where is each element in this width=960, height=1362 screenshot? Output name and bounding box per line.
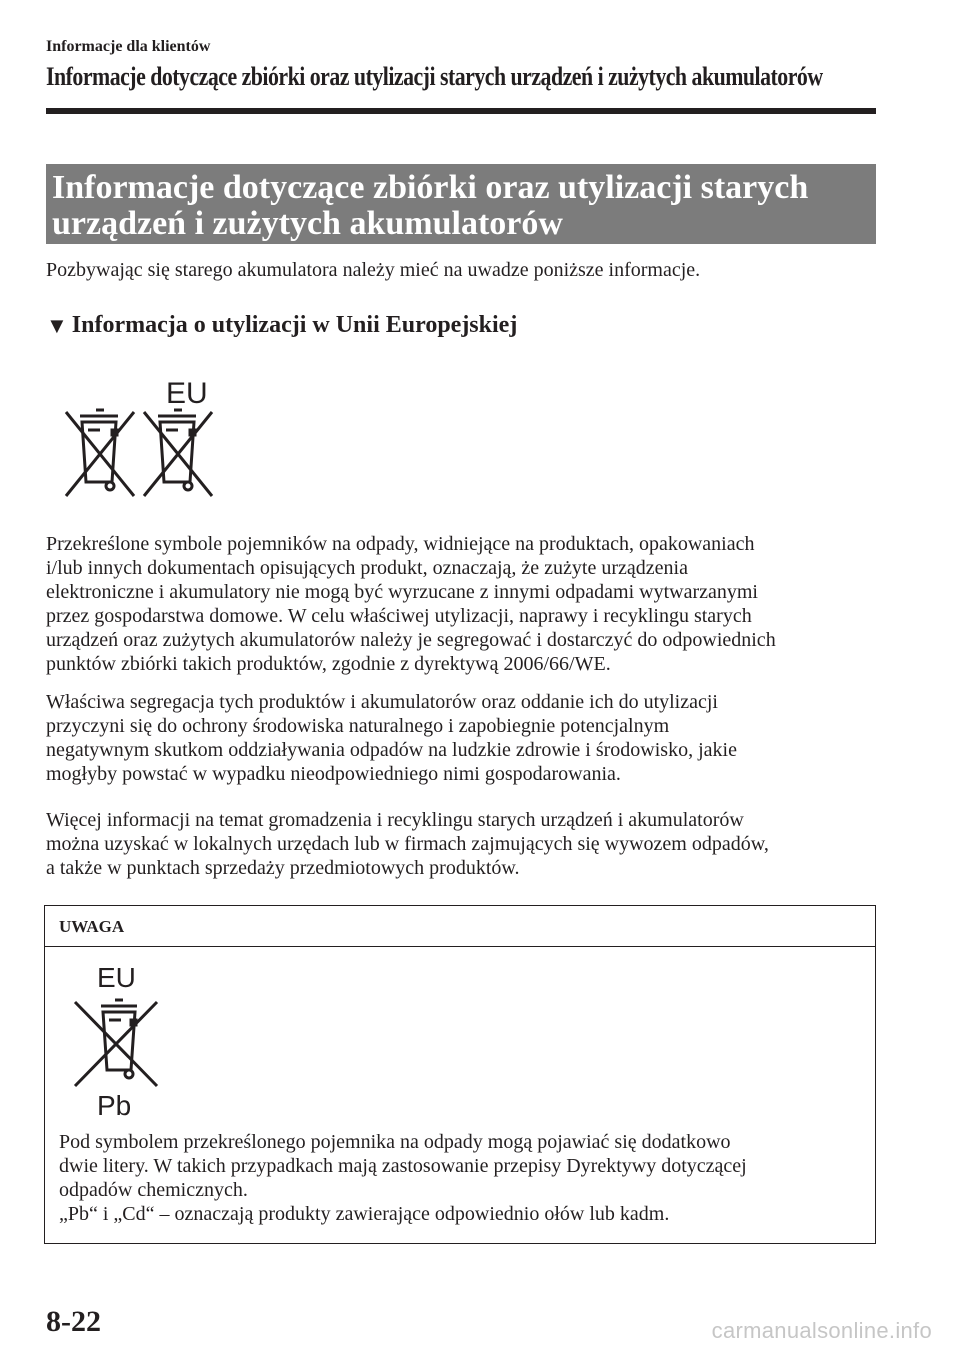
notice-eu-label: EU — [97, 962, 136, 993]
body-line: urządzeń oraz zużytych akumulatorów należy je segregować i dostarczyć do odpowiednich — [46, 629, 776, 651]
notice-line: „Pb“ i „Cd“ – oznaczają produkty zawierające odpowiednio ołów lub kadm. — [59, 1203, 670, 1225]
body-paragraph-3 — [46, 808, 876, 880]
notice-text — [59, 1130, 859, 1226]
body-line: mogłyby powstać w wypadku nieodpowiedniego nimi gospodarowania. — [46, 763, 621, 785]
eu-label: EU — [166, 377, 208, 410]
running-header-label: Informacje dla klientów — [46, 38, 211, 55]
body-line: i/lub innych dokumentach opisujących produkt, oznaczają, że zużyte urządzenia — [46, 557, 688, 579]
notice-box — [44, 905, 876, 1244]
notice-pb-label: Pb — [97, 1090, 132, 1121]
subheading — [46, 312, 517, 339]
weee-symbols-figure — [60, 377, 230, 505]
section-title-bar — [46, 164, 876, 244]
body-line: Przekreślone symbole pojemników na odpady, widniejące na produktach, opakowaniach — [46, 533, 755, 555]
notice-line: dwie litery. W takich przypadkach mają zastosowanie przepisy Dyrektywy dotyczącej — [59, 1155, 747, 1177]
body-paragraph-1 — [46, 532, 876, 676]
body-line: elektroniczne i akumulatory nie mogą być wyrzucane z innymi odpadami wytwarzanymi — [46, 581, 758, 603]
body-line: negatywnym skutkom oddziaływania odpadów na ludzkie zdrowie i środowisko, jakie — [46, 739, 737, 761]
body-line: Właściwa segregacja tych produktów i akumulatorów oraz oddanie ich do utylizacji — [46, 691, 718, 713]
body-line: przyczyni się do ochrony środowiska naturalnego i zapobiegnie potencjalnym — [46, 715, 670, 737]
body-line: Więcej informacji na temat gromadzenia i recyklingu starych urządzeń i akumulatorów — [46, 809, 744, 831]
notice-heading: UWAGA — [45, 906, 875, 947]
section-title-line-2: urządzeń i zużytych akumulatorów — [52, 205, 563, 242]
intro-paragraph: Pozbywając się starego akumulatora należy mieć na uwadze poniższe informacje. — [46, 259, 701, 281]
section-title-line-1: Informacje dotyczące zbiórki oraz utylizacji starych — [52, 169, 809, 206]
page-number: 8-22 — [46, 1305, 101, 1338]
body-line: można uzyskać w lokalnych urzędach lub w firmach zajmujących się wywozem odpadów, — [46, 833, 769, 855]
pb-bin-symbol — [69, 962, 179, 1126]
crossed-bin-icon-left — [66, 410, 134, 496]
crossed-bin-icon — [69, 996, 179, 1091]
running-header-title: Informacje dotyczące zbiórki oraz utylizacji starych urządzeń i zużytych akumulatorów — [46, 62, 823, 91]
crossed-bin-icon-right — [144, 410, 212, 496]
body-line: a także w punktach sprzedaży przedmiotowych produktów. — [46, 857, 520, 879]
triangle-marker-icon: ▼ — [46, 312, 68, 338]
notice-line: Pod symbolem przekreślonego pojemnika na odpady mogą pojawiać się dodatkowo — [59, 1131, 731, 1153]
header-rule — [46, 108, 876, 114]
watermark: carmanualsonline.info — [711, 1318, 932, 1343]
body-line: przez gospodarstwa domowe. W celu właściwej utylizacji, naprawy i recyklingu starych — [46, 605, 752, 627]
subheading-text: Informacja o utylizacji w Unii Europejskiej — [71, 312, 518, 338]
body-paragraph-2 — [46, 690, 876, 786]
body-line: punktów zbiórki takich produktów, zgodnie z dyrektywą 2006/66/WE. — [46, 653, 611, 675]
notice-line: odpadów chemicznych. — [59, 1179, 248, 1201]
